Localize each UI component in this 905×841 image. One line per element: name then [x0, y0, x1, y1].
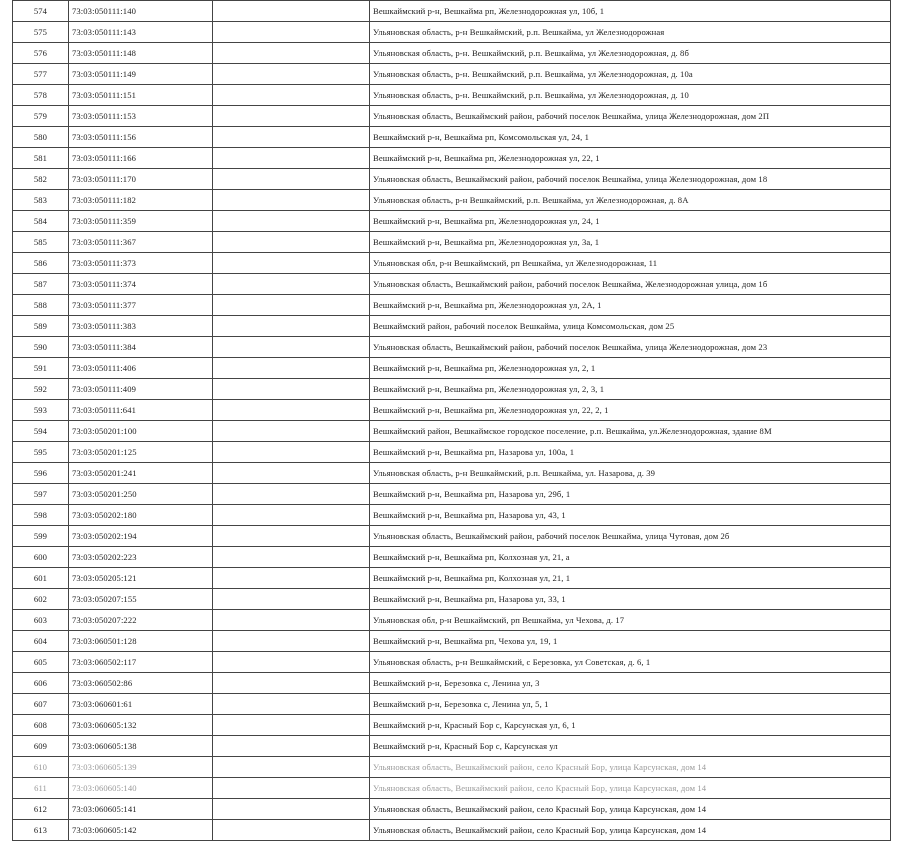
address-cell: Вешкаймский район, рабочий поселок Вешкайма, улица Комсомольская, дом 25 [370, 316, 891, 337]
row-number-cell: 598 [13, 505, 69, 526]
row-number-cell: 612 [13, 799, 69, 820]
empty-cell [213, 43, 370, 64]
row-number-cell: 605 [13, 652, 69, 673]
table-row [13, 379, 891, 400]
empty-cell [213, 610, 370, 631]
cadastral-number-cell: 73:03:060605:142 [69, 820, 213, 841]
address-cell: Ульяновская область, Вешкаймский район, село Красный Бор, улица Карсунская, дом 14 [370, 820, 891, 841]
row-number-cell: 600 [13, 547, 69, 568]
address-cell: Вешкаймский р-н, Березовка с, Ленина ул, 3 [370, 673, 891, 694]
empty-cell [213, 442, 370, 463]
table-row [13, 106, 891, 127]
address-cell: Вешкаймский р-н, Вешкайма рп, Назарова ул, 43, 1 [370, 505, 891, 526]
empty-cell [213, 673, 370, 694]
address-cell: Вешкаймский р-н, Вешкайма рп, Железнодорожная ул, 2, 1 [370, 358, 891, 379]
address-cell: Ульяновская область, Вешкаймский район, рабочий поселок Вешкайма, улица Железнодорожная, дом 18 [370, 169, 891, 190]
row-number-cell: 584 [13, 211, 69, 232]
address-cell: Вешкаймский р-н, Красный Бор с, Карсунская ул, 6, 1 [370, 715, 891, 736]
address-cell: Ульяновская область, р-н. Вешкаймский, р.п. Вешкайма, ул Железнодорожная, д. 10а [370, 64, 891, 85]
cadastral-number-cell: 73:03:060601:61 [69, 694, 213, 715]
empty-cell [213, 400, 370, 421]
empty-cell [213, 316, 370, 337]
row-number-cell: 593 [13, 400, 69, 421]
address-cell: Ульяновская область, Вешкаймский район, рабочий поселок Вешкайма, улица Железнодорожная, дом 23 [370, 337, 891, 358]
table-row [13, 211, 891, 232]
row-number-cell: 589 [13, 316, 69, 337]
empty-cell [213, 799, 370, 820]
cadastral-number-cell: 73:03:050111:182 [69, 190, 213, 211]
row-number-cell: 607 [13, 694, 69, 715]
cadastral-number-cell: 73:03:050111:374 [69, 274, 213, 295]
registry-body [13, 1, 891, 841]
table-row [13, 799, 891, 820]
cadastral-number-cell: 73:03:050111:373 [69, 253, 213, 274]
cadastral-number-cell: 73:03:050111:406 [69, 358, 213, 379]
empty-cell [213, 631, 370, 652]
address-cell: Вешкаймский р-н, Вешкайма рп, Назарова ул, 100а, 1 [370, 442, 891, 463]
cadastral-number-cell: 73:03:050207:155 [69, 589, 213, 610]
address-cell: Вешкаймский р-н, Вешкайма рп, Железнодорожная ул, 24, 1 [370, 211, 891, 232]
cadastral-number-cell: 73:03:050201:241 [69, 463, 213, 484]
table-row [13, 1, 891, 22]
cadastral-number-cell: 73:03:050201:100 [69, 421, 213, 442]
row-number-cell: 597 [13, 484, 69, 505]
cadastral-number-cell: 73:03:050111:156 [69, 127, 213, 148]
registry-table [12, 0, 891, 841]
table-row [13, 757, 891, 778]
cadastral-number-cell: 73:03:050202:223 [69, 547, 213, 568]
address-cell: Вешкаймский р-н, Вешкайма рп, Железнодорожная ул, 22, 2, 1 [370, 400, 891, 421]
row-number-cell: 579 [13, 106, 69, 127]
table-row [13, 526, 891, 547]
empty-cell [213, 274, 370, 295]
table-row [13, 610, 891, 631]
row-number-cell: 611 [13, 778, 69, 799]
row-number-cell: 610 [13, 757, 69, 778]
empty-cell [213, 337, 370, 358]
row-number-cell: 588 [13, 295, 69, 316]
empty-cell [213, 421, 370, 442]
address-cell: Ульяновская область, р-н Вешкаймский, р.п. Вешкайма, ул. Назарова, д. 39 [370, 463, 891, 484]
address-cell: Ульяновская область, Вешкаймский район, рабочий поселок Вешкайма, улица Чутовая, дом 2б [370, 526, 891, 547]
row-number-cell: 586 [13, 253, 69, 274]
address-cell: Ульяновская область, р-н. Вешкаймский, р.п. Вешкайма, ул Железнодорожная, д. 10 [370, 85, 891, 106]
table-row [13, 568, 891, 589]
row-number-cell: 603 [13, 610, 69, 631]
table-row [13, 337, 891, 358]
row-number-cell: 606 [13, 673, 69, 694]
table-row [13, 274, 891, 295]
empty-cell [213, 169, 370, 190]
row-number-cell: 609 [13, 736, 69, 757]
cadastral-number-cell: 73:03:050111:151 [69, 85, 213, 106]
empty-cell [213, 253, 370, 274]
table-row [13, 589, 891, 610]
table-row [13, 694, 891, 715]
table-row [13, 64, 891, 85]
row-number-cell: 599 [13, 526, 69, 547]
address-cell: Вешкаймский р-н, Вешкайма рп, Комсомольская ул, 24, 1 [370, 127, 891, 148]
cadastral-number-cell: 73:03:050111:359 [69, 211, 213, 232]
row-number-cell: 601 [13, 568, 69, 589]
row-number-cell: 608 [13, 715, 69, 736]
table-row [13, 421, 891, 442]
address-cell: Вешкаймский р-н, Вешкайма рп, Железнодорожная ул, 2, 3, 1 [370, 379, 891, 400]
cadastral-number-cell: 73:03:050207:222 [69, 610, 213, 631]
cadastral-number-cell: 73:03:050111:367 [69, 232, 213, 253]
empty-cell [213, 358, 370, 379]
table-row [13, 190, 891, 211]
cadastral-number-cell: 73:03:050111:384 [69, 337, 213, 358]
table-row [13, 295, 891, 316]
cadastral-number-cell: 73:03:050111:409 [69, 379, 213, 400]
table-row [13, 715, 891, 736]
cadastral-number-cell: 73:03:050111:148 [69, 43, 213, 64]
cadastral-number-cell: 73:03:060502:117 [69, 652, 213, 673]
empty-cell [213, 589, 370, 610]
empty-cell [213, 757, 370, 778]
empty-cell [213, 715, 370, 736]
empty-cell [213, 463, 370, 484]
cadastral-number-cell: 73:03:060502:86 [69, 673, 213, 694]
row-number-cell: 587 [13, 274, 69, 295]
cadastral-number-cell: 73:03:060501:128 [69, 631, 213, 652]
address-cell: Ульяновская область, Вешкаймский район, село Красный Бор, улица Карсунская, дом 14 [370, 757, 891, 778]
row-number-cell: 582 [13, 169, 69, 190]
row-number-cell: 604 [13, 631, 69, 652]
empty-cell [213, 295, 370, 316]
empty-cell [213, 190, 370, 211]
cadastral-number-cell: 73:03:050202:194 [69, 526, 213, 547]
cadastral-number-cell: 73:03:050111:377 [69, 295, 213, 316]
address-cell: Ульяновская область, р-н Вешкаймский, с Березовка, ул Советская, д. 6, 1 [370, 652, 891, 673]
cadastral-number-cell: 73:03:050111:140 [69, 1, 213, 22]
row-number-cell: 580 [13, 127, 69, 148]
table-row [13, 673, 891, 694]
table-row [13, 358, 891, 379]
address-cell: Ульяновская область, р-н Вешкаймский, р.п. Вешкайма, ул Железнодорожная [370, 22, 891, 43]
row-number-cell: 591 [13, 358, 69, 379]
empty-cell [213, 694, 370, 715]
address-cell: Вешкаймский р-н, Вешкайма рп, Назарова ул, 29б, 1 [370, 484, 891, 505]
table-row [13, 736, 891, 757]
empty-cell [213, 547, 370, 568]
table-row [13, 148, 891, 169]
table-row [13, 253, 891, 274]
row-number-cell: 592 [13, 379, 69, 400]
empty-cell [213, 820, 370, 841]
empty-cell [213, 505, 370, 526]
address-cell: Вешкаймский р-н, Вешкайма рп, Чехова ул, 19, 1 [370, 631, 891, 652]
table-row [13, 820, 891, 841]
cadastral-number-cell: 73:03:050111:166 [69, 148, 213, 169]
table-row [13, 127, 891, 148]
address-cell: Вешкаймский р-н, Вешкайма рп, Колхозная ул, 21, 1 [370, 568, 891, 589]
empty-cell [213, 484, 370, 505]
cadastral-number-cell: 73:03:050201:125 [69, 442, 213, 463]
table-row [13, 43, 891, 64]
table-row [13, 484, 891, 505]
address-cell: Вешкаймский р-н, Красный Бор с, Карсунская ул [370, 736, 891, 757]
address-cell: Ульяновская область, Вешкаймский район, село Красный Бор, улица Карсунская, дом 14 [370, 799, 891, 820]
table-row [13, 22, 891, 43]
address-cell: Ульяновская область, р-н. Вешкаймский, р.п. Вешкайма, ул Железнодорожная, д. 8б [370, 43, 891, 64]
empty-cell [213, 736, 370, 757]
empty-cell [213, 148, 370, 169]
empty-cell [213, 526, 370, 547]
cadastral-number-cell: 73:03:050111:143 [69, 22, 213, 43]
cadastral-number-cell: 73:03:060605:139 [69, 757, 213, 778]
row-number-cell: 578 [13, 85, 69, 106]
row-number-cell: 577 [13, 64, 69, 85]
table-row [13, 463, 891, 484]
address-cell: Вешкаймский р-н, Вешкайма рп, Железнодорожная ул, 2А, 1 [370, 295, 891, 316]
table-row [13, 85, 891, 106]
empty-cell [213, 211, 370, 232]
cadastral-number-cell: 73:03:050202:180 [69, 505, 213, 526]
row-number-cell: 594 [13, 421, 69, 442]
address-cell: Вешкаймский р-н, Вешкайма рп, Железнодорожная ул, 22, 1 [370, 148, 891, 169]
address-cell: Вешкаймский р-н, Вешкайма рп, Железнодорожная ул, 10б, 1 [370, 1, 891, 22]
cadastral-number-cell: 73:03:060605:140 [69, 778, 213, 799]
address-cell: Ульяновская обл, р-н Вешкаймский, рп Вешкайма, ул Железнодорожная, 11 [370, 253, 891, 274]
empty-cell [213, 652, 370, 673]
empty-cell [213, 22, 370, 43]
empty-cell [213, 127, 370, 148]
address-cell: Вешкаймский р-н, Вешкайма рп, Назарова ул, 33, 1 [370, 589, 891, 610]
empty-cell [213, 568, 370, 589]
row-number-cell: 602 [13, 589, 69, 610]
row-number-cell: 590 [13, 337, 69, 358]
address-cell: Ульяновская обл, р-н Вешкаймский, рп Вешкайма, ул Чехова, д. 17 [370, 610, 891, 631]
row-number-cell: 585 [13, 232, 69, 253]
table-row [13, 316, 891, 337]
cadastral-number-cell: 73:03:060605:132 [69, 715, 213, 736]
table-row [13, 232, 891, 253]
empty-cell [213, 106, 370, 127]
row-number-cell: 581 [13, 148, 69, 169]
empty-cell [213, 778, 370, 799]
table-row [13, 400, 891, 421]
row-number-cell: 596 [13, 463, 69, 484]
row-number-cell: 575 [13, 22, 69, 43]
table-row [13, 442, 891, 463]
cadastral-number-cell: 73:03:060605:138 [69, 736, 213, 757]
cadastral-number-cell: 73:03:050205:121 [69, 568, 213, 589]
cadastral-number-cell: 73:03:050201:250 [69, 484, 213, 505]
table-row [13, 547, 891, 568]
cadastral-number-cell: 73:03:050111:641 [69, 400, 213, 421]
empty-cell [213, 85, 370, 106]
row-number-cell: 595 [13, 442, 69, 463]
empty-cell [213, 232, 370, 253]
address-cell: Вешкаймский р-н, Березовка с, Ленина ул, 5, 1 [370, 694, 891, 715]
table-row [13, 505, 891, 526]
address-cell: Вешкаймский р-н, Вешкайма рп, Колхозная ул, 21, а [370, 547, 891, 568]
row-number-cell: 574 [13, 1, 69, 22]
cadastral-number-cell: 73:03:050111:383 [69, 316, 213, 337]
address-cell: Вешкаймский район, Вешкаймское городское поселение, р.п. Вешкайма, ул.Железнодорожная, здание 8М [370, 421, 891, 442]
empty-cell [213, 379, 370, 400]
address-cell: Вешкаймский р-н, Вешкайма рп, Железнодорожная ул, 3а, 1 [370, 232, 891, 253]
row-number-cell: 576 [13, 43, 69, 64]
cadastral-number-cell: 73:03:050111:153 [69, 106, 213, 127]
address-cell: Ульяновская область, р-н Вешкаймский, р.п. Вешкайма, ул Железнодорожная, д. 8А [370, 190, 891, 211]
table-row [13, 652, 891, 673]
empty-cell [213, 1, 370, 22]
table-row [13, 169, 891, 190]
cadastral-number-cell: 73:03:060605:141 [69, 799, 213, 820]
address-cell: Ульяновская область, Вешкаймский район, село Красный Бор, улица Карсунская, дом 14 [370, 778, 891, 799]
row-number-cell: 583 [13, 190, 69, 211]
address-cell: Ульяновская область, Вешкаймский район, рабочий поселок Вешкайма, улица Железнодорожная, дом 2П [370, 106, 891, 127]
cadastral-number-cell: 73:03:050111:170 [69, 169, 213, 190]
table-row [13, 778, 891, 799]
cadastral-number-cell: 73:03:050111:149 [69, 64, 213, 85]
row-number-cell: 613 [13, 820, 69, 841]
table-row [13, 631, 891, 652]
address-cell: Ульяновская область, Вешкаймский район, рабочий поселок Вешкайма, Железнодорожная улица, дом 1б [370, 274, 891, 295]
empty-cell [213, 64, 370, 85]
